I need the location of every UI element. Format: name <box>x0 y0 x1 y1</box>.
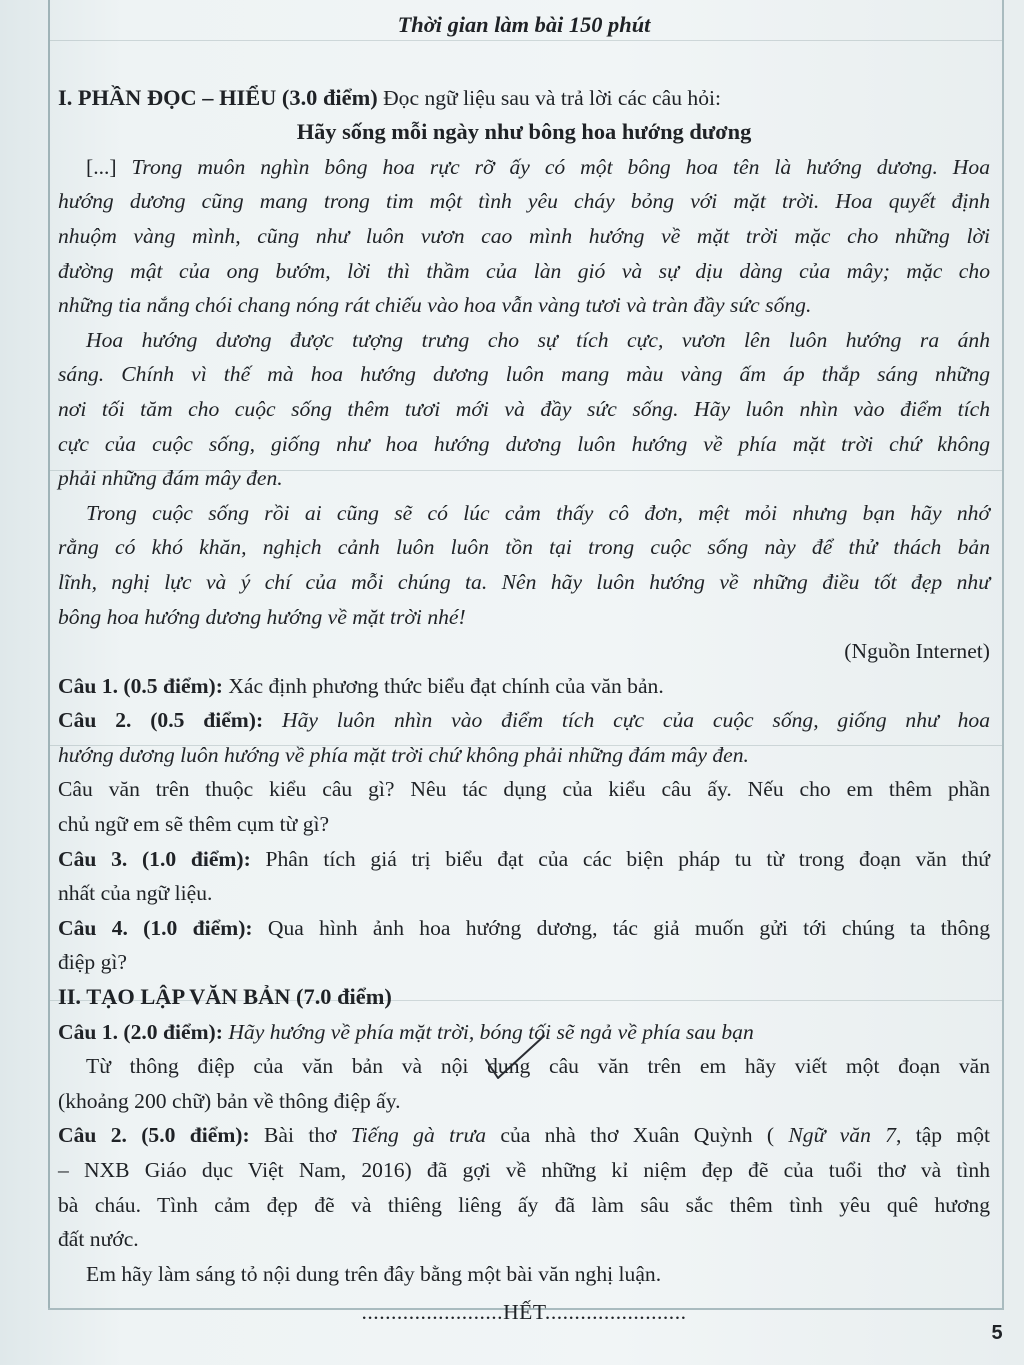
question-4 <box>58 911 990 980</box>
passage-paragraph-2 <box>58 323 990 496</box>
question-quote: hướng dương luôn hướng về phía mặt trời chứ không phải những đám mây đen. <box>58 742 749 767</box>
passage-title: Hãy sống mỗi ngày như bông hoa hướng dương <box>296 119 752 145</box>
section1-instruction: Đọc ngữ liệu sau và trả lời các câu hỏi: <box>377 85 721 110</box>
passage-source: (Nguồn Internet) <box>844 639 990 664</box>
question-text: – NXB Giáo dục Việt Nam, 2016) đã gợi về những kỉ niệm đẹp đẽ của tuổi thơ và tình <box>58 1158 990 1182</box>
question-quote: Hãy luôn nhìn vào điểm tích cực của cuộc sống, giống như hoa <box>263 708 991 733</box>
question-label: Câu 1. (0.5 điểm): <box>58 673 223 698</box>
passage-line: phải những đám mây đen. <box>58 466 283 491</box>
passage-line: Trong cuộc sống rồi ai cũng sẽ có lúc cảm thấy cô đơn, mệt mỏi nhưng bạn hãy nhớ <box>86 500 990 525</box>
ellipsis-marker: [...] <box>86 154 132 179</box>
passage-line: nhuộm vàng mình, cũng như luôn vươn cao mình hướng về mặt trời mặc cho những lời <box>58 223 990 248</box>
question-text: nhất của ngữ liệu. <box>58 881 213 906</box>
question-label: Câu 2. (0.5 điểm): <box>58 708 264 733</box>
question-text: Câu văn trên thuộc kiểu câu gì? Nêu tác dụng của kiểu câu ấy. Nếu cho em thêm phần <box>58 777 990 802</box>
question-3 <box>58 842 990 911</box>
book-title: Ngữ văn 7 <box>788 1123 896 1148</box>
question-text: (khoảng 200 chữ) bản về thông điệp ấy. <box>58 1088 401 1113</box>
passage-line: cực của cuộc sống, giống như hoa hướng dương luôn hướng về phía mặt trời chứ không <box>58 431 990 456</box>
section1-heading-line <box>58 81 990 116</box>
section2-heading: II. TẠO LẬP VĂN BẢN (7.0 điểm) <box>58 984 392 1010</box>
page-border-left <box>48 0 50 1310</box>
passage-line: đường mật của ong bướm, lời thì thầm của làn gió và sự dịu dàng của mây; mặc cho <box>58 258 990 283</box>
page-border-right <box>1002 0 1004 1310</box>
question-closing: Em hãy làm sáng tỏ nội dung trên đây bằng một bài văn nghị luận. <box>86 1261 662 1286</box>
question-label: Câu 2. (5.0 điểm): <box>58 1123 250 1148</box>
handwritten-check-icon <box>480 1030 550 1090</box>
passage-line: nơi tối tăm cho cuộc sống thêm tươi mới và đầy sức sống. Hãy luôn nhìn vào điểm tích <box>58 396 990 421</box>
passage-line: rằng có khó khăn, nghịch cảnh luôn luôn tồn tại trong cuộc sống này để thử thách bản <box>58 535 990 560</box>
passage-paragraph-3 <box>58 496 990 634</box>
section1-heading: I. PHẦN ĐỌC – HIỂU (3.0 điểm) <box>58 84 378 110</box>
question-label: Câu 4. (1.0 điểm): <box>58 915 253 940</box>
passage-paragraph-1 <box>58 150 990 323</box>
question-text: Từ thông điệp của văn bản và nội dung câu văn trên em hãy viết một đoạn văn <box>86 1054 990 1079</box>
page-number: 5 <box>991 1322 1003 1344</box>
question-text: Qua hình ảnh hoa hướng dương, tác giả muốn gửi tới chúng ta thông <box>252 915 990 940</box>
exam-content <box>58 8 990 1330</box>
end-mark: ........................HẾT........................ <box>361 1300 687 1325</box>
question-label: Câu 3. (1.0 điểm): <box>58 846 251 871</box>
passage-line: [...] Trong muôn nghìn bông hoa rực rỡ ấy có một bông hoa tên là hướng dương. Hoa <box>86 154 990 179</box>
question-text: bà cháu. Tình cảm đẹp đẽ và thiêng liêng ấy đã làm sâu sắc thêm tình yêu quê hương <box>58 1192 990 1217</box>
passage-line: bông hoa hướng dương hướng về mặt trời nhé! <box>58 604 466 629</box>
question-label: Câu 1. (2.0 điểm): <box>58 1019 223 1044</box>
question-text: điệp gì? <box>58 950 127 975</box>
time-limit: Thời gian làm bài 150 phút <box>397 12 651 37</box>
passage-line: hướng dương cũng mang trong tim một tình yêu cháy bỏng với mặt trời. Hoa quyết định <box>58 189 990 214</box>
writing-question-2: Câu 2. (5.0 điểm): Bài thơ Tiếng gà trưa của nhà thơ Xuân Quỳnh ( Ngữ văn 7, tập một – NXB Giáo dục Việt Nam, 2016) đã gợi về những kỉ niệm đẹp đẽ của tuổi thơ và tình bà cháu. Tình cảm đẹp đẽ và thiêng liêng ấy đã làm sâu sắc thêm tình yêu quê hương đất nước. Em hãy làm sáng tỏ nội dung trên đây bằng một bài văn nghị luận. <box>58 1118 990 1291</box>
question-text: chủ ngữ em sẽ thêm cụm từ gì? <box>58 812 330 837</box>
question-text: Xác định phương thức biểu đạt chính của văn bản. <box>222 673 664 698</box>
question-text: Phân tích giá trị biểu đạt của các biện pháp tu từ trong đoạn văn thứ <box>250 846 990 871</box>
question-2 <box>58 703 990 841</box>
question-prompt: Hãy hướng về phía mặt trời, bóng tối sẽ ngả về phía sau bạn <box>222 1019 754 1044</box>
passage-line: những tia nắng chói chang nóng rát chiếu vào hoa vẫn vàng tươi và tràn đầy sức sống. <box>58 293 812 318</box>
question-1 <box>58 669 990 704</box>
passage-line: Hoa hướng dương được tượng trưng cho sự tích cực, vươn lên luôn hướng ra ánh <box>86 327 990 352</box>
poem-title: Tiếng gà trưa <box>350 1123 487 1148</box>
passage-line: lĩnh, nghị lực và ý chí của mỗi chúng ta. Nên hãy luôn hướng về những điều tốt đẹp như <box>58 569 990 594</box>
question-text: đất nước. <box>58 1227 139 1252</box>
passage-line: sáng. Chính vì thế mà hoa hướng dương luôn mang màu vàng ấm áp thắp sáng những <box>58 362 990 387</box>
